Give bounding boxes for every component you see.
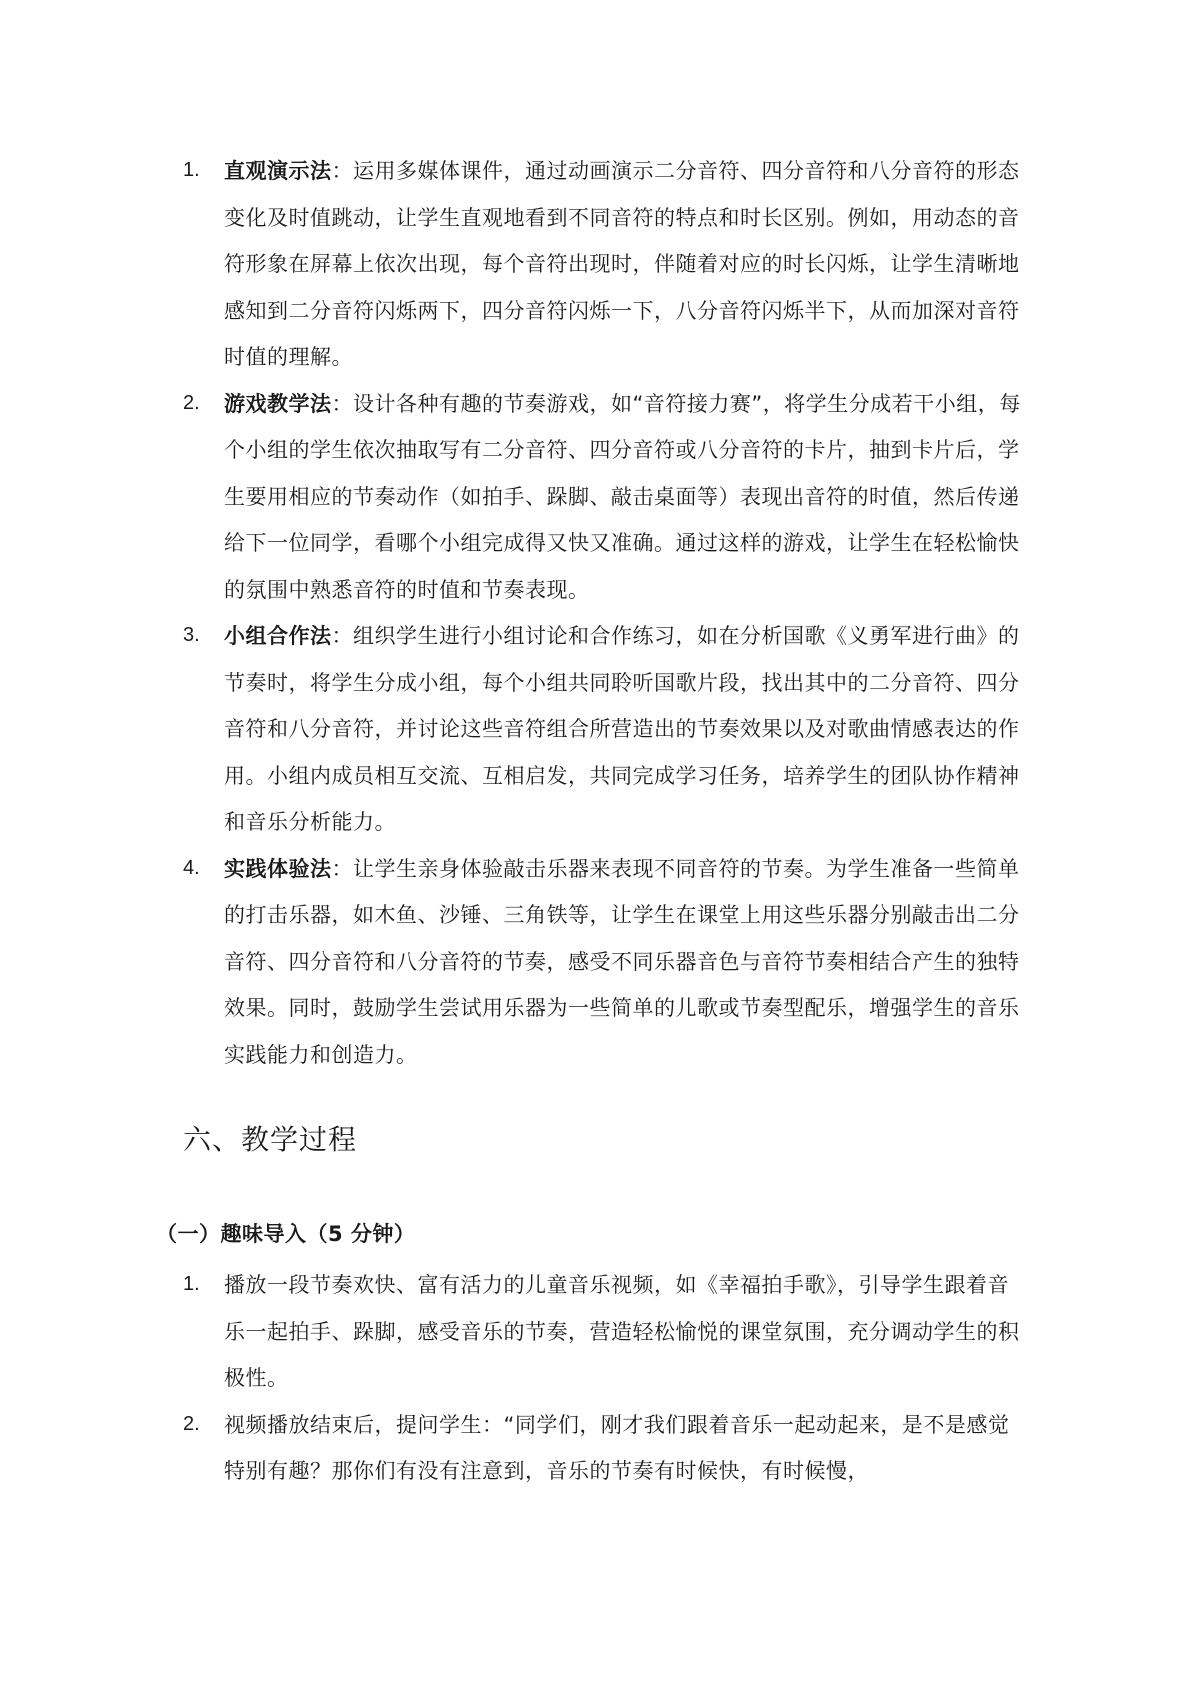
list-item-text: 视频播放结束后，提问学生：“同学们，刚才我们跟着音乐一起动起来，是不是感觉特别有趣？那你们有没有注意到，音乐的节奏有时候快，有时候慢， <box>224 1412 1010 1483</box>
method-term: 直观演示法 <box>224 159 332 183</box>
method-description: 组织学生进行小组讨论和合作练习，如在分析国歌《义勇军进行曲》的节奏时，将学生分成小组，每个小组共同聆听国歌片段，找出其中的二分音符、四分音符和八分音符，并讨论这些音符组合所营造出的节奏效果以及对歌曲情感表达的作用。小组内成员相互交流、互相启发，共同完成学习任务，培养学生的团队协作精神和音乐分析能力。 <box>224 624 1020 834</box>
method-term: 小组合作法 <box>224 624 332 648</box>
list-item <box>0 846 1200 1079</box>
list-number: 1. <box>183 159 200 181</box>
list-item-text: 实践体验法：让学生亲身体验敲击乐器来表现不同音符的节奏。为学生准备一些简单的打击乐器，如木鱼、沙锤、三角铁等，让学生在课堂上用这些乐器分别敲击出二分音符、四分音符和八分音符的节奏，感受不同乐器音色与音符节奏相结合产生的独特效果。同时，鼓励学生尝试用乐器为一些简单的儿歌或节奏型配乐，增强学生的音乐实践能力和创造力。 <box>224 856 1020 1067</box>
list-number: 2. <box>183 391 200 414</box>
list-item-text: 小组合作法：组织学生进行小组讨论和合作练习，如在分析国歌《义勇军进行曲》的节奏时，将学生分成小组，每个小组共同聆听国歌片段，找出其中的二分音符、四分音符和八分音符，并讨论这些音符组合所营造出的节奏效果以及对歌曲情感表达的作用。小组内成员相互交流、互相启发，共同完成学习任务，培养学生的团队协作精神和音乐分析能力。 <box>224 624 1020 834</box>
teaching-methods-list <box>0 148 1200 1078</box>
method-description: 让学生亲身体验敲击乐器来表现不同音符的节奏。为学生准备一些简单的打击乐器，如木鱼、沙锤、三角铁等，让学生在课堂上用这些乐器分别敲击出二分音符、四分音符和八分音符的节奏，感受不同乐器音色与音符节奏相结合产生的独特效果。同时，鼓励学生尝试用乐器为一些简单的儿歌或节奏型配乐，增强学生的音乐实践能力和创造力。 <box>224 856 1020 1067</box>
list-item <box>0 1262 1200 1402</box>
intro-steps-list <box>0 1262 1200 1495</box>
method-term: 实践体验法 <box>224 856 332 881</box>
list-number: 4. <box>183 856 200 879</box>
list-item <box>0 613 1200 846</box>
list-item-text: 游戏教学法：设计各种有趣的节奏游戏，如“音符接力赛”，将学生分成若干小组，每个小组的学生依次抽取写有二分音符、四分音符或八分音符的卡片，抽到卡片后，学生要用相应的节奏动作（如拍手、跺脚、敲击桌面等）表现出音符的时值，然后传递给下一位同学，看哪个小组完成得又快又准确。通过这样的游戏，让学生在轻松愉快的氛围中熟悉音符的时值和节奏表现。 <box>224 391 1021 602</box>
list-item-text: 播放一段节奏欢快、富有活力的儿童音乐视频，如《幸福拍手歌》，引导学生跟着音乐一起拍手、跺脚，感受音乐的节奏，营造轻松愉悦的课堂氛围，充分调动学生的积极性。 <box>224 1273 1020 1390</box>
subsection-heading: （一）趣味导入（5 分钟） <box>156 1222 416 1246</box>
method-description: 运用多媒体课件，通过动画演示二分音符、四分音符和八分音符的形态变化及时值跳动，让学生直观地看到不同音符的特点和时长区别。例如，用动态的音符形象在屏幕上依次出现，每个音符出现时，伴随着对应的时长闪烁，让学生清晰地感知到二分音符闪烁两下，四分音符闪烁一下，八分音符闪烁半下，从而加深对音符时值的理解。 <box>224 159 1020 369</box>
list-number: 1. <box>183 1273 200 1295</box>
method-term: 游戏教学法 <box>224 391 332 416</box>
list-item-text: 直观演示法：运用多媒体课件，通过动画演示二分音符、四分音符和八分音符的形态变化及时值跳动，让学生直观地看到不同音符的特点和时长区别。例如，用动态的音符形象在屏幕上依次出现，每个音符出现时，伴随着对应的时长闪烁，让学生清晰地感知到二分音符闪烁两下，四分音符闪烁一下，八分音符闪烁半下，从而加深对音符时值的理解。 <box>224 159 1020 369</box>
section-heading: 六、教学过程 <box>183 1123 358 1156</box>
list-item <box>0 148 1200 381</box>
list-number: 2. <box>183 1412 200 1435</box>
list-item <box>0 1402 1200 1495</box>
method-description: 设计各种有趣的节奏游戏，如“音符接力赛”，将学生分成若干小组，每个小组的学生依次抽取写有二分音符、四分音符或八分音符的卡片，抽到卡片后，学生要用相应的节奏动作（如拍手、跺脚、敲击桌面等）表现出音符的时值，然后传递给下一位同学，看哪个小组完成得又快又准确。通过这样的游戏，让学生在轻松愉快的氛围中熟悉音符的时值和节奏表现。 <box>224 391 1021 602</box>
list-number: 3. <box>183 624 200 646</box>
list-item <box>0 381 1200 614</box>
